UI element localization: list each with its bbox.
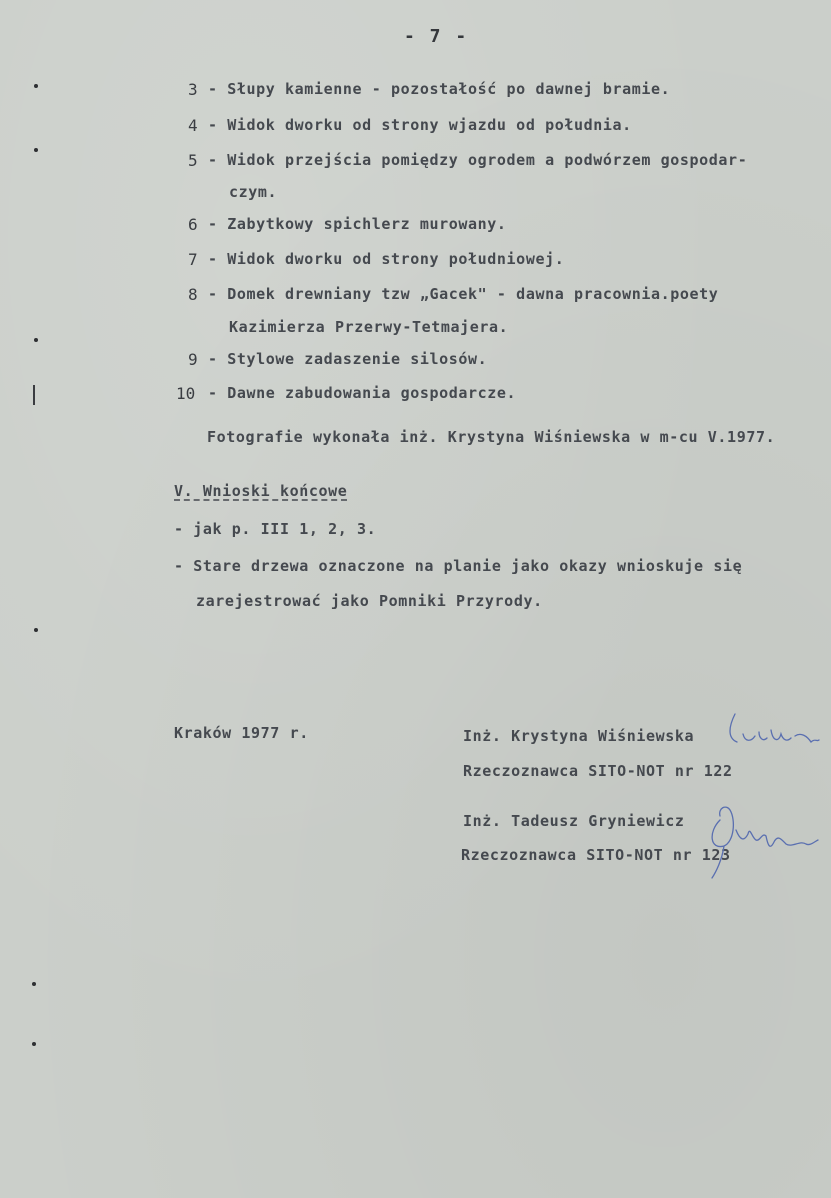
list-item-text: - Domek drewniany tzw „Gacek" - dawna pracownia.poety [208, 285, 719, 303]
section-heading: V. Wnioski końcowe [174, 482, 348, 500]
photo-note: Fotografie wykonała inż. Krystyna Wiśniewska w m-cu V.1977. [207, 428, 776, 446]
list-item-text: - Stylowe zadaszenie silosów. [208, 350, 488, 368]
conclusion-item: zarejestrować jako Pomniki Przyrody. [196, 592, 543, 610]
list-item-number: 8 [188, 285, 198, 304]
margin-dot [34, 338, 38, 342]
conclusion-item: - Stare drzewa oznaczone na planie jako okazy wnioskuje się [174, 557, 743, 575]
signatory-name: Inż. Tadeusz Gryniewicz [463, 812, 685, 830]
list-item-number: 6 [188, 215, 198, 234]
margin-dot [32, 982, 36, 986]
list-item-number: 10 [176, 384, 196, 403]
list-item-text: - Widok dworku od strony południowej. [208, 250, 565, 268]
list-item-number: 7 [188, 250, 198, 269]
margin-mark [33, 385, 35, 405]
list-item-number: 5 [188, 151, 198, 170]
place-date: Kraków 1977 r. [174, 724, 309, 742]
conclusion-item: - jak p. III 1, 2, 3. [174, 520, 377, 538]
list-item-text: czym. [229, 183, 278, 201]
signature-gryniewicz [700, 790, 825, 885]
margin-dot [34, 148, 38, 152]
list-item-text: Kazimierza Przerwy-Tetmajera. [229, 318, 509, 336]
page-number: - 7 - [404, 26, 469, 47]
signatory-title: Rzeczoznawca SITO-NOT nr 122 [463, 762, 733, 780]
signature-wisniewska [715, 708, 825, 753]
list-item-text: - Widok przejścia pomiędzy ogrodem a podwórzem gospodar- [208, 151, 748, 169]
list-item-text: - Dawne zabudowania gospodarcze. [208, 384, 517, 402]
list-item-number: 4 [188, 116, 198, 135]
margin-dot [34, 84, 38, 88]
list-item-text: - Zabytkowy spichlerz murowany. [208, 215, 507, 233]
list-item-text: - Słupy kamienne - pozostałość po dawnej bramie. [208, 80, 671, 98]
list-item-text: - Widok dworku od strony wjazdu od południa. [208, 116, 632, 134]
signatory-name: Inż. Krystyna Wiśniewska [463, 727, 695, 745]
signatory-title: Rzeczoznawca SITO-NOT nr 123 [461, 846, 731, 864]
list-item-number: 3 [188, 80, 198, 99]
list-item-number: 9 [188, 350, 198, 369]
margin-dot [34, 628, 38, 632]
margin-dot [32, 1042, 36, 1046]
